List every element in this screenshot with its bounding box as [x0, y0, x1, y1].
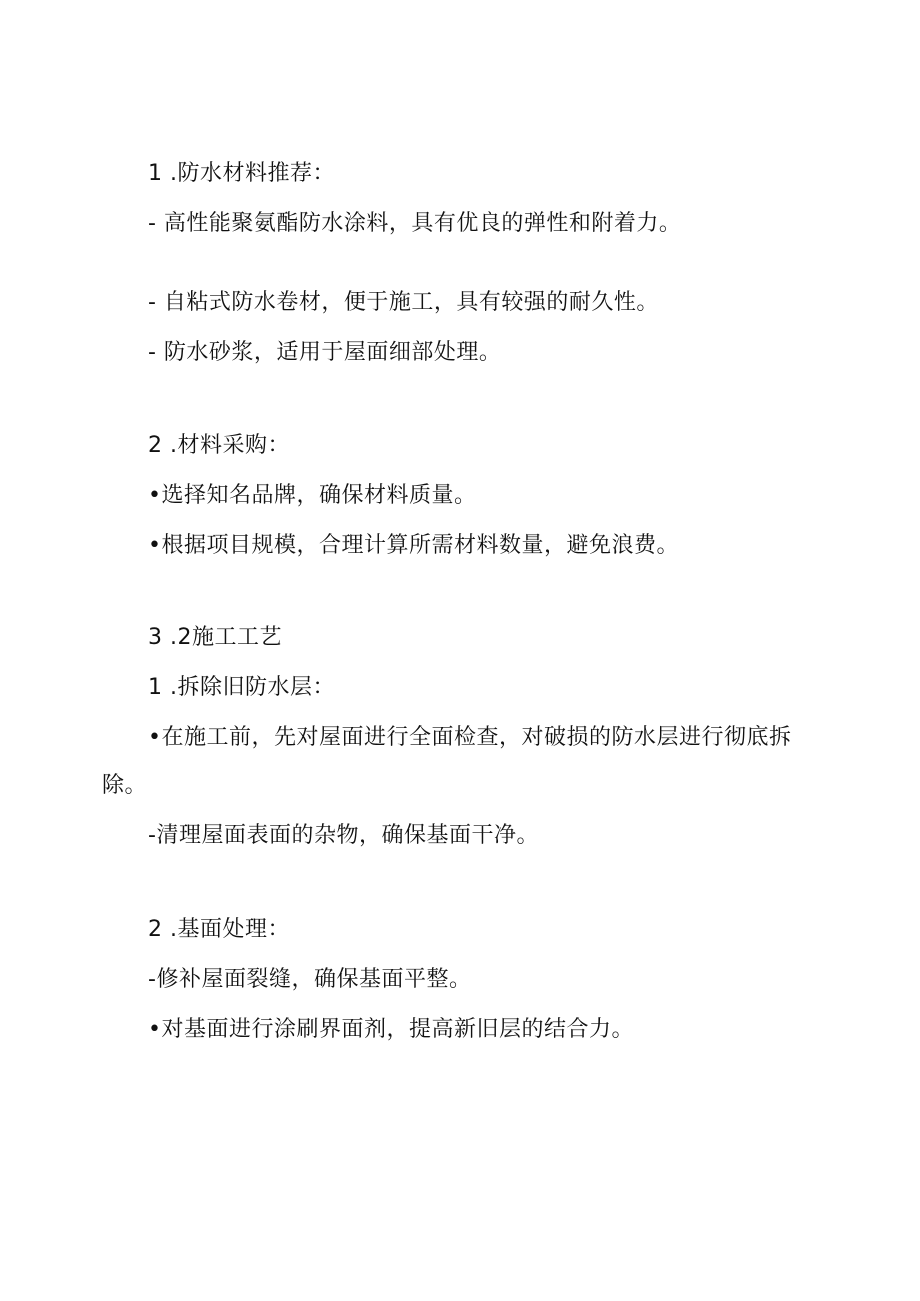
section-heading-materials: 1 .防水材料推荐： — [148, 161, 335, 186]
list-item: •对基面进行涂刷界面剂，提高新旧层的结合力。 — [148, 1017, 634, 1042]
subsection-heading-removal: 1 .拆除旧防水层： — [148, 675, 335, 700]
section-heading-procurement: 2 .材料采购： — [148, 433, 290, 458]
list-item: •根据项目规模，合理计算所需材料数量，避免浪费。 — [148, 533, 679, 558]
subsection-heading-base-treatment: 2 .基面处理： — [148, 917, 290, 942]
list-item: •选择知名品牌，确保材料质量。 — [148, 483, 477, 508]
list-item: •在施工前，先对屋面进行全面检查，对破损的防水层进行彻底拆 — [148, 725, 792, 750]
list-item-continuation: 除。 — [102, 773, 148, 798]
list-item: -清理屋面表面的杂物，确保基面干净。 — [148, 823, 539, 848]
list-item: -修补屋面裂缝，确保基面平整。 — [148, 967, 472, 992]
list-item: - 自粘式防水卷材，便于施工，具有较强的耐久性。 — [148, 290, 659, 315]
list-item: - 防水砂浆，适用于屋面细部处理。 — [148, 340, 502, 365]
list-item: - 高性能聚氨酯防水涂料，具有优良的弹性和附着力。 — [148, 211, 682, 236]
section-heading-construction: 3 .2施工工艺 — [148, 625, 282, 650]
